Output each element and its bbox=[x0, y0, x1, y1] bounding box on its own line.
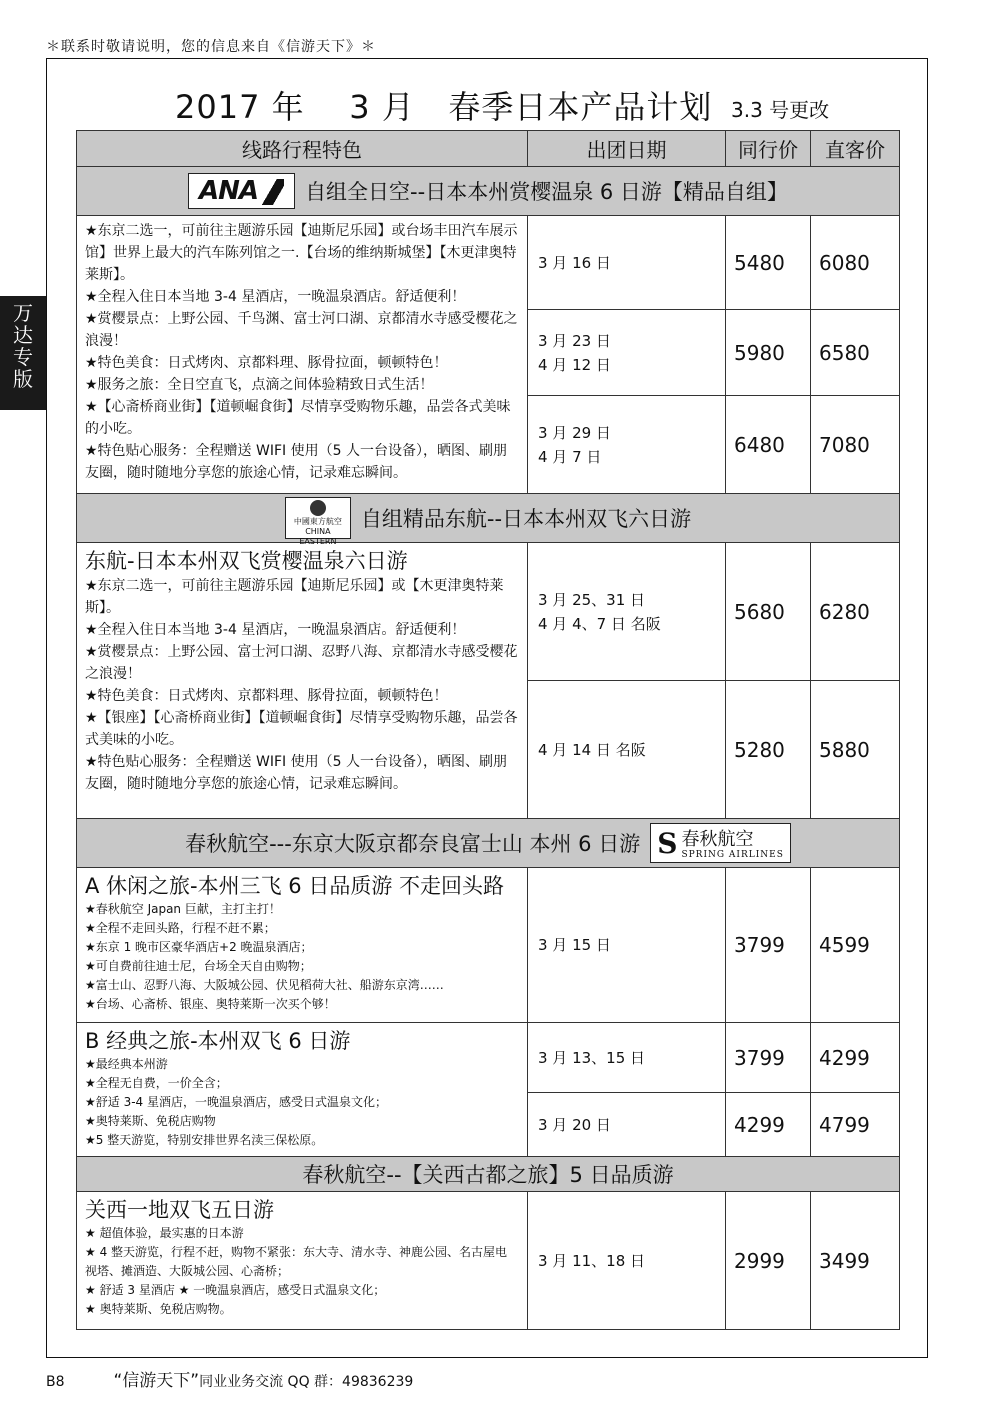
direct-price: 6080 bbox=[811, 216, 900, 310]
direct-price: 4599 bbox=[811, 868, 900, 1023]
route-description: A 休闲之旅-本州三飞 6 日品质游 不走回头路 ★春秋航空 Japan 巨献，主打主打！ ★全程不走回头路，行程不赶不累； ★东京 1 晚市区豪华酒店+2 晚温泉酒店； ★可自费前往迪士尼，台场全天自由购物； ★富士山、忍野八海、大阪城公园、伏见稻荷大社、船游东京湾…… ★台场、心斋桥、银座、奥特莱斯一次买个够！ bbox=[77, 868, 528, 1023]
title-update-note: 3.3 号更改 bbox=[731, 98, 830, 122]
route-description: B 经典之旅-本州双飞 6 日游 ★最经典本州游 ★全程无自费，一价全含； ★舒适 3-4 星酒店，一晚温泉酒店，感受日式温泉文化； ★奥特莱斯、免税店购物 ★5 整天游览，特别安排世界名渎三保松原。 bbox=[77, 1023, 528, 1157]
direct-price: 6580 bbox=[811, 310, 900, 396]
departure-date: 3 月 11、18 日 bbox=[528, 1192, 726, 1330]
direct-price: 4299 bbox=[811, 1023, 900, 1093]
side-tab bbox=[0, 296, 46, 410]
header-direct-price: 直客价 bbox=[811, 131, 900, 167]
departure-date: 3 月 15 日 bbox=[528, 868, 726, 1023]
footer-brand: “信游天下” bbox=[113, 1371, 200, 1391]
direct-price: 3499 bbox=[811, 1192, 900, 1330]
china-eastern-logo: 中國東方航空 CHINA EASTERN bbox=[285, 497, 351, 539]
departure-date: 3 月 20 日 bbox=[528, 1093, 726, 1157]
section-header-kansai bbox=[77, 1157, 900, 1192]
route-description: 关西一地双飞五日游 ★ 超值体验，最实惠的日本游 ★ 4 整天游览，行程不赶，购物不紧张：东大寺、清水寺、神鹿公园、名古屋电视塔、摊酒造、大阪城公园、心斋桥； ★ 舒适 3 星酒店 ★ 一晚温泉酒店，感受日式温泉文化； ★ 奥特莱斯、免税店购物。 bbox=[77, 1192, 528, 1330]
page-footer bbox=[46, 1366, 413, 1391]
table-header bbox=[77, 131, 900, 167]
side-tab-char: 版 bbox=[13, 367, 33, 391]
product-table bbox=[76, 130, 900, 1330]
peer-price: 6480 bbox=[726, 396, 811, 494]
departure-date: 3 月 16 日 bbox=[528, 216, 726, 310]
table-row bbox=[77, 216, 900, 310]
ana-logo: ANA bbox=[188, 173, 295, 209]
section-header-ana bbox=[77, 167, 900, 216]
departure-date: 4 月 14 日 名阪 bbox=[528, 681, 726, 819]
departure-date: 3 月 23 日 4 月 12 日 bbox=[528, 310, 726, 396]
peer-price: 5280 bbox=[726, 681, 811, 819]
table-row bbox=[77, 1192, 900, 1330]
side-tab-char: 专 bbox=[13, 345, 33, 369]
peer-price: 4299 bbox=[726, 1093, 811, 1157]
table-row bbox=[77, 868, 900, 1023]
route-description: ★东京二选一，可前往主题游乐园【迪斯尼乐园】或台场丰田汽车展示馆】世界上最大的汽车陈列馆之一.【台场的维纳斯城堡】【木更津奥特莱斯】。 ★全程入住日本当地 3-4 星酒店，一晚温泉酒店。舒适便利！ ★赏樱景点：上野公园、千鸟渊、富士河口湖、京都清水寺感受樱花之浪漫！ ★特色美食：日式烤肉、京都料理、豚骨拉面，顿顿特色！ ★服务之旅：全日空直飞，点滴之间体验精致日式生活！ ★【心斋桥商业街】【道顿崛食街】尽情享受购物乐趣，品尝各式美味的小吃。 ★特色贴心服务：全程赠送 WIFI 使用（5 人一台设备），晒图、刷朋友圈，随时随地分享您的旅途心情，记录难忘瞬间。 bbox=[77, 216, 528, 494]
side-tab-char: 达 bbox=[13, 323, 33, 347]
peer-price: 5480 bbox=[726, 216, 811, 310]
page-title bbox=[175, 82, 875, 126]
spring-airlines-logo: S 春秋航空 SPRING AIRLINES bbox=[650, 823, 791, 863]
departure-date: 3 月 29 日 4 月 7 日 bbox=[528, 396, 726, 494]
direct-price: 6280 bbox=[811, 543, 900, 681]
direct-price: 7080 bbox=[811, 396, 900, 494]
section-title: 春秋航空---东京大阪京都奈良富士山 本州 6 日游 bbox=[185, 832, 641, 856]
section-title: 自组精品东航--日本本州双飞六日游 bbox=[360, 507, 692, 531]
departure-date: 3 月 25、31 日 4 月 4、7 日 名阪 bbox=[528, 543, 726, 681]
peer-price: 2999 bbox=[726, 1192, 811, 1330]
peer-price: 3799 bbox=[726, 1023, 811, 1093]
footer-qq-group: 同业业务交流 QQ 群：49836239 bbox=[199, 1374, 414, 1390]
title-main: 2017 年 3 月 春季日本产品计划 bbox=[175, 88, 713, 126]
peer-price: 5680 bbox=[726, 543, 811, 681]
page-number: B8 bbox=[46, 1374, 65, 1390]
header-route: 线路行程特色 bbox=[77, 131, 528, 167]
peer-price: 3799 bbox=[726, 868, 811, 1023]
route-description: 东航-日本本州双飞赏樱温泉六日游 ★东京二选一，可前往主题游乐园【迪斯尼乐园】或【木更津奥特莱斯】。 ★全程入住日本当地 3-4 星酒店，一晚温泉酒店。舒适便利！ ★赏樱景点：上野公园、富士河口湖、忍野八海、京都清水寺感受樱花之浪漫！ ★特色美食：日式烤肉、京都料理、豚骨拉面，顿顿特色！ ★【银座】【心斋桥商业街】【道顿崛食街】尽情享受购物乐趣，品尝各式美味的小吃。 ★特色贴心服务：全程赠送 WIFI 使用（5 人一台设备），晒图、刷朋友圈，随时随地分享您的旅途心情，记录难忘瞬间。 bbox=[77, 543, 528, 819]
table-row bbox=[77, 1023, 900, 1093]
header-date: 出团日期 bbox=[528, 131, 726, 167]
section-header-china-eastern bbox=[77, 494, 900, 543]
departure-date: 3 月 13、15 日 bbox=[528, 1023, 726, 1093]
header-peer-price: 同行价 bbox=[726, 131, 811, 167]
direct-price: 5880 bbox=[811, 681, 900, 819]
peer-price: 5980 bbox=[726, 310, 811, 396]
direct-price: 4799 bbox=[811, 1093, 900, 1157]
section-header-spring bbox=[77, 819, 900, 868]
table-row bbox=[77, 543, 900, 681]
side-tab-char: 万 bbox=[13, 301, 33, 325]
section-title: 春秋航空--【关西古都之旅】5 日品质游 bbox=[302, 1163, 674, 1187]
source-notice: ＊联系时敬请说明，您的信息来自《信游天下》＊ bbox=[46, 39, 376, 55]
section-title: 自组全日空--日本本州赏樱温泉 6 日游【精品自组】 bbox=[305, 180, 788, 204]
